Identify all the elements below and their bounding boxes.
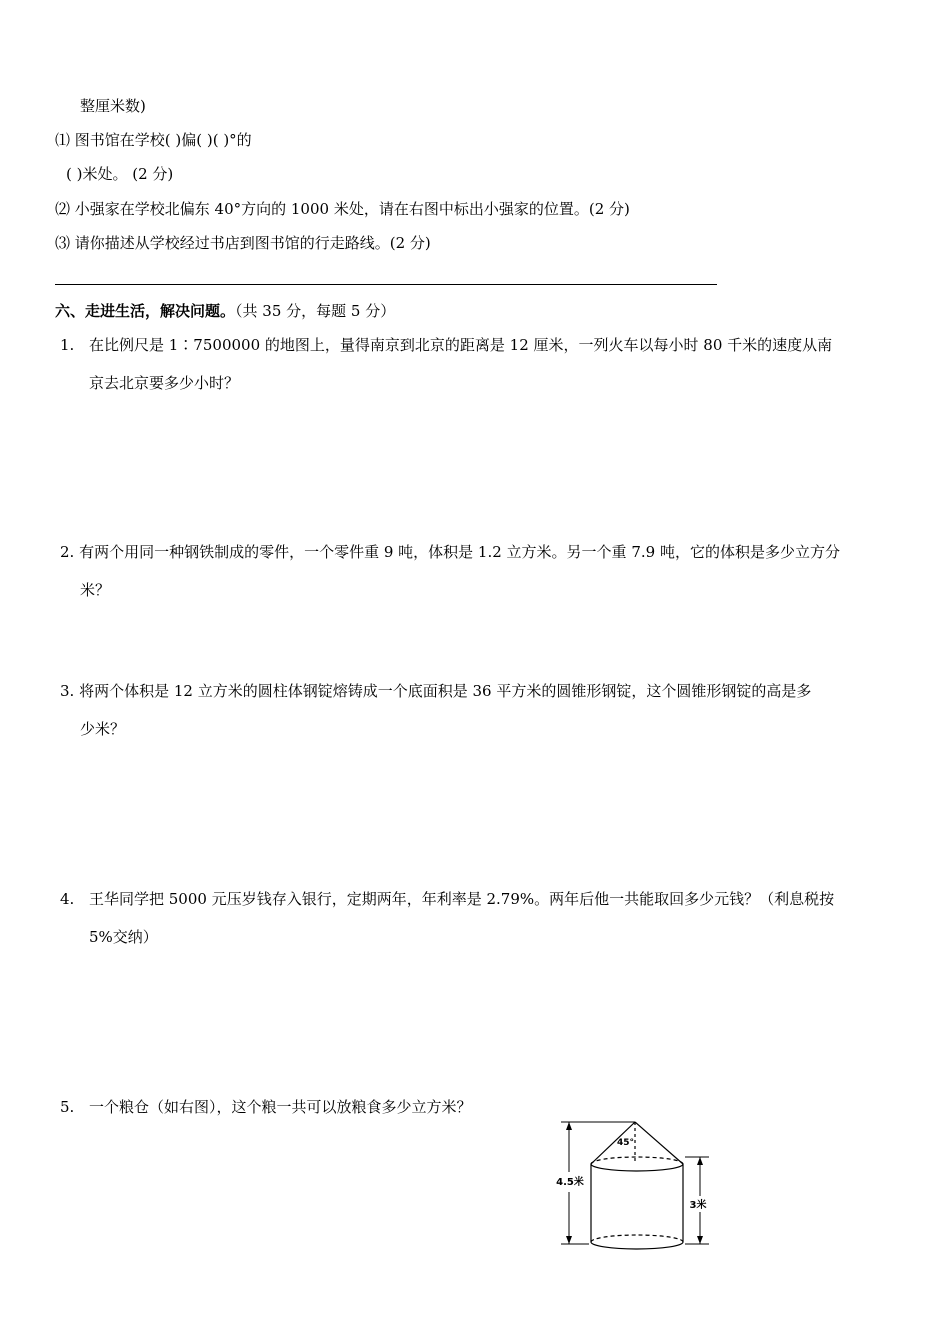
text-line: ⑴ 图书馆在学校( )偏( )( )°的	[55, 131, 252, 149]
text-line: ⑵ 小强家在学校北偏东 40°方向的 1000 米处，请在右图中标出小强家的位置。(2 分)	[55, 200, 630, 218]
arrow-up-icon	[566, 1122, 572, 1130]
question-text: 一个粮仓（如右图），这个粮一共可以放粮食多少立方米？	[89, 1098, 472, 1116]
question-text: 在比例尺是 1∶7500000 的地图上，量得南京到北京的距离是 12 厘米，一列火车以每小时 80 千米的速度从南	[89, 336, 833, 354]
cone-shape	[591, 1122, 683, 1164]
text-line: 整厘米数)	[80, 97, 146, 115]
total-height-label: 4.5米	[556, 1177, 584, 1188]
apex-angle-label: 45°	[617, 1138, 635, 1148]
question-text: 3. 将两个体积是 12 立方米的圆柱体钢锭熔铸成一个底面积是 36 平方米的圆锥形钢锭，这个圆锥形钢锭的高是多	[60, 682, 812, 700]
cylinder-shape	[591, 1164, 683, 1249]
arrow-down-icon	[697, 1236, 703, 1244]
text-line: ( )米处。 (2 分)	[66, 165, 174, 183]
question-text: 米？	[80, 581, 111, 599]
section-title: 六、走进生活，解决问题。	[55, 302, 236, 320]
cylinder-height-label: 3米	[689, 1200, 707, 1211]
question-text: 2. 有两个用同一种钢铁制成的零件，一个零件重 9 吨，体积是 1.2 立方米。另一个重 7.9 吨，它的体积是多少立方分	[60, 543, 840, 561]
question-text: 少米？	[80, 720, 126, 738]
text-line: ⑶ 请你描述从学校经过书店到图书馆的行走路线。(2 分)	[55, 234, 431, 252]
question-number: 4.	[60, 890, 75, 908]
question-number: 1.	[60, 336, 75, 354]
section-header	[55, 301, 395, 321]
question-text: 王华同学把 5000 元压岁钱存入银行，定期两年，年利率是 2.79%。两年后他一共能取回多少元钱？（利息税按	[89, 890, 835, 908]
answer-line	[55, 284, 717, 285]
arrow-up-icon	[697, 1157, 703, 1165]
question-text: 京去北京要多少小时？	[89, 374, 240, 392]
arrow-down-icon	[566, 1236, 572, 1244]
question-number: 5.	[60, 1098, 75, 1116]
question-text: 5%交纳）	[89, 928, 158, 946]
section-score: （共 35 分，每题 5 分）	[235, 302, 396, 320]
granary-figure	[545, 1112, 720, 1258]
